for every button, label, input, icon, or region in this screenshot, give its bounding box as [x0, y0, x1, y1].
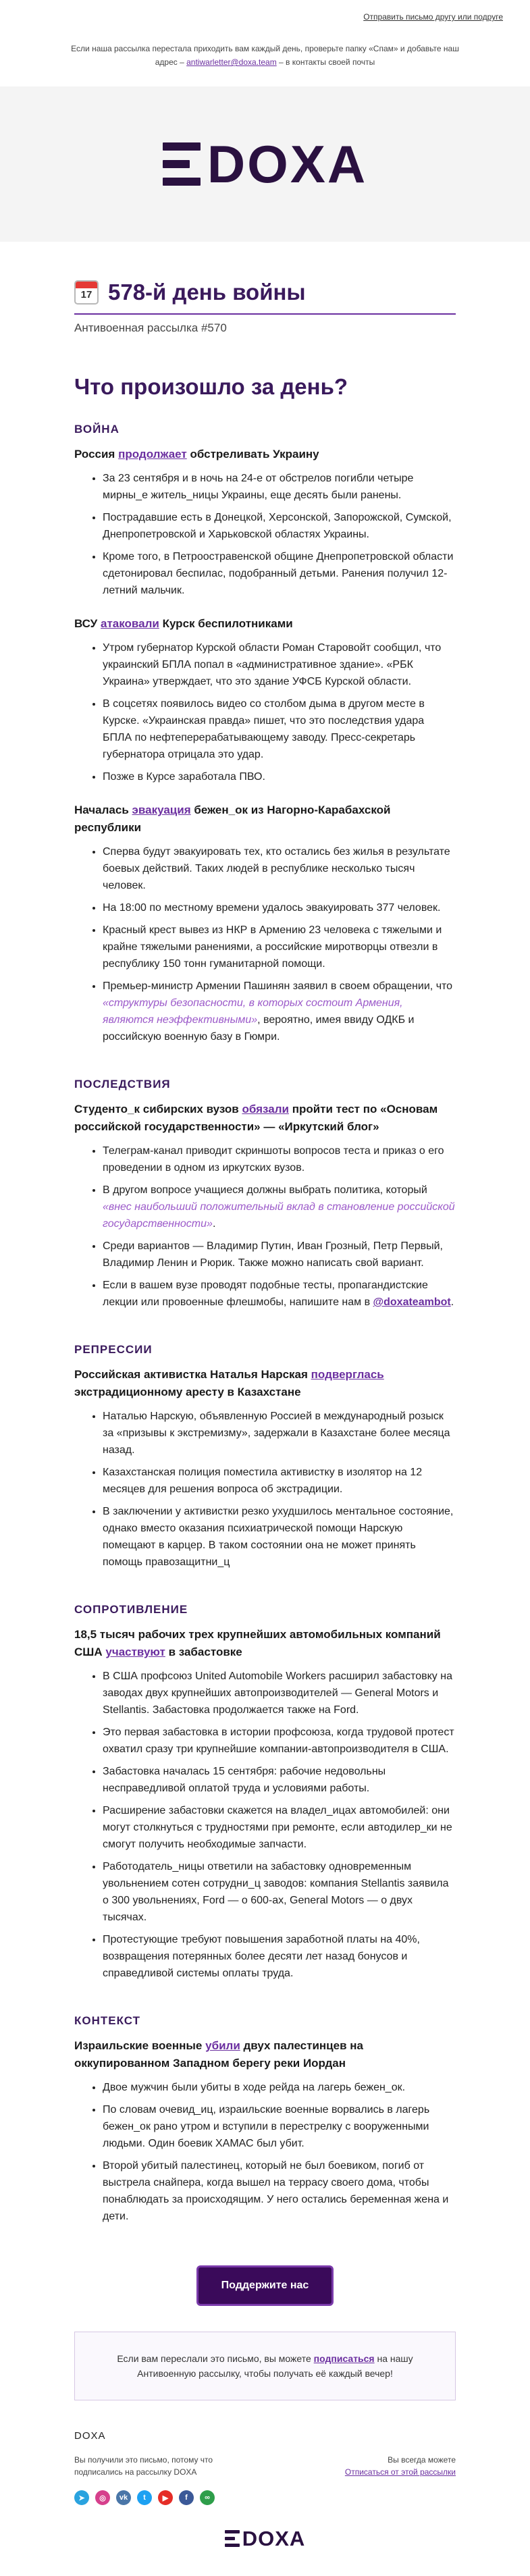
story-link[interactable]: продолжает [118, 448, 187, 461]
spam-note [0, 22, 530, 86]
story-link[interactable]: подверглась [311, 1368, 384, 1381]
story-bullets [74, 1668, 456, 1982]
list-item: • Казахстанская полиция поместила активистку в изолятор на 12 месяцев для решения вопроса об экстрадиции. [103, 1464, 456, 1498]
story [74, 2037, 456, 2225]
list-item: • Расширение забастовки скажется на владел_ицах автомобилей: они могут столкнуться с трудностями при ремонте, если автодилер_ки не смогут получить необходимые запчасти. [103, 1802, 456, 1853]
list-item: • В заключении у активистки резко ухудшилось ментальное состояние, однако вместо оказания психиатрической помощи Нарскую помещают в карцер. В таком состоянии она не может принять помощь правозащитни_ц [103, 1503, 456, 1571]
list-item: • Это первая забастовка в истории профсоюза, когда трудовой протест охватил сразу три крупнейшие компании-автопроизводителя в США. [103, 1724, 456, 1758]
footer-right: Вы всегда можете Отписаться от этой рассылки [344, 2455, 456, 2477]
subscribe-link[interactable]: подписаться [313, 2353, 375, 2364]
footer-brand: DOXA [74, 2430, 106, 2442]
list-item: • Кроме того, в Петроостравенской общине Днепропетровской области сдетонировал беспилас, подобранный детьми. Ранения получил 12-летний мальчик. [103, 548, 456, 599]
issue-subtitle: Антивоенная рассылка #570 [74, 321, 227, 334]
list-item: • Работодатель_ницы ответили на забастовку одновременным увольнением сотен сотрудни_ц заводов: компания Stellantis заявила о 300 увольнениях, Ford — о 600-ах, General Motors — о двух тысячах. [103, 1858, 456, 1926]
list-item: • На 18:00 по местному времени удалось эвакуировать 377 человек. [103, 899, 456, 916]
footer-logo-text: DOXA [242, 2527, 306, 2550]
section-war [74, 423, 456, 1045]
list-item: • Двое мужчин были убиты в ходе рейда на лагерь бежен_ок. [103, 2079, 456, 2096]
story [74, 1366, 456, 1571]
section-consequences [74, 1078, 456, 1311]
footer-reason: Вы получили это письмо, потому что подписались на рассылку DOXA [74, 2455, 213, 2477]
story-bullets [74, 843, 456, 1045]
list-item: • Сперва будут эвакуировать тех, кто остались без жилья в результате боевых действий. Таких людей в республике несколько тысяч человек. [103, 843, 456, 894]
list-item: • Протестующие требуют повышения заработной платы на 40%, возвращения потерянных более десяти лет назад бонусов и справедливой системы оплаты труда. [103, 1931, 456, 1982]
story [74, 1626, 456, 1982]
contact-email-link[interactable]: antiwarletter@doxa.team [186, 57, 277, 67]
list-item: • Утром губернатор Курской области Роман Старовойт сообщил, что украинский БПЛА попал в «административное здание». «РБК Украина» утверждает, что это здание УФСБ Курской области. [103, 639, 456, 690]
story [74, 615, 456, 785]
footer [74, 2430, 456, 2576]
story-link[interactable]: эвакуация [132, 804, 191, 816]
doxa-logo[interactable] [163, 134, 368, 194]
list-item: • В другом вопросе учащиеся должны выбрать политика, который «внес наибольший положительный вклад в становление российской государственности». [103, 1182, 456, 1232]
link-icon[interactable]: ∞ [200, 2490, 215, 2505]
list-item: • Пострадавшие есть в Донецкой, Херсонской, Запорожской, Сумской, Днепропетровской и Харьковской областях Украины. [103, 509, 456, 543]
story-bullets [74, 2079, 456, 2225]
story-bullets [74, 1408, 456, 1571]
story [74, 446, 456, 599]
story-link[interactable]: участвуют [105, 1646, 165, 1658]
facebook-icon[interactable]: f [179, 2490, 194, 2505]
list-item: • По словам очевид_иц, израильские военные ворвались в лагерь бежен_ок рано утром и вступили в перестрелку с вооруженными людьми. Один боевик ХАМАС был убит. [103, 2101, 456, 2152]
story-link[interactable]: атаковали [101, 617, 159, 630]
spam-note-tail: – в контакты своей почты [279, 57, 375, 67]
list-item: • Телеграм-канал приводит скриншоты вопросов теста и приказ о его проведении в одном из иркутских вузов. [103, 1142, 456, 1176]
doxa-logo-text: DOXA [207, 134, 368, 194]
section-label: СОПРОТИВЛЕНИЕ [74, 1603, 188, 1616]
story-title: Российская активистка Наталья Нарская подверглась экстрадиционному аресту в Казахстане [74, 1368, 384, 1398]
list-item: • Среди вариантов — Владимир Путин, Иван Грозный, Петр Первый, Владимир Ленин и Рюрик. Также можно написать свой вариант. [103, 1238, 456, 1271]
issue-title: 578-й день войны [108, 280, 306, 305]
instagram-icon[interactable]: ◎ [95, 2490, 110, 2505]
footer-logo[interactable] [74, 2528, 456, 2549]
telegram-icon[interactable]: ➤ [74, 2490, 89, 2505]
story-link[interactable]: обязали [242, 1103, 289, 1115]
twitter-icon[interactable]: t [137, 2490, 152, 2505]
section-label: ПОСЛЕДСТВИЯ [74, 1078, 171, 1090]
issue-header [74, 242, 456, 335]
quote-text: «структуры безопасности, в которых состоит Армения, являются неэффективными» [103, 997, 403, 1026]
section-repressions [74, 1343, 456, 1571]
forward-to-friend-link[interactable]: Отправить письмо другу или подруге [363, 12, 503, 22]
list-item: • Красный крест вывез из НКР в Армению 23 человека с тяжелыми и крайне тяжелыми ранениями, а российские миротворцы отвезли в республику 150 тонн гуманитарной помощи. [103, 922, 456, 972]
list-item: • Премьер-министр Армении Пашинян заявил в своем обращении, что «структуры безопасности, в которых состоит Армения, являются неэффективными», вероятно, имея ввиду ОДКБ и российскую военную базу в Гюмри. [103, 978, 456, 1045]
main-heading: Что произошло за день? [74, 374, 348, 399]
story-bullets [74, 639, 456, 785]
support-us-button[interactable]: Поддержите нас [196, 2265, 334, 2306]
issue-title-row [74, 280, 456, 305]
doxa-logo-mark-icon [163, 142, 201, 186]
story-title: Студенто_к сибирских вузов обязали пройти тест по «Основам российской государственности» — «Иркутский блог» [74, 1103, 438, 1133]
section-label: ВОЙНА [74, 423, 120, 436]
youtube-icon[interactable]: ▶ [158, 2490, 173, 2505]
list-item: • В США профсоюз United Automobile Workers расширил забастовку на заводах двух крупнейших автопроизводителей — General Motors и Stellantis. Забастовка продолжается также на Ford. [103, 1668, 456, 1718]
story-bullets [74, 1142, 456, 1311]
section-context [74, 2014, 456, 2225]
story-title: Россия продолжает обстреливать Украину [74, 448, 319, 461]
list-item: • Наталью Нарскую, объявленную Россией в международный розыск за «призывы к экстремизму», задержали в Казахстане более месяца назад. [103, 1408, 456, 1458]
list-item: • За 23 сентября и в ночь на 24-е от обстрелов погибли четыре мирны_е житель_ницы Украины, еще десять были ранены. [103, 470, 456, 504]
calendar-icon: 17 [74, 280, 99, 305]
unsubscribe-link[interactable]: Отписаться от этой рассылки [344, 2467, 456, 2477]
section-resistance [74, 1603, 456, 1982]
story-title: ВСУ атаковали Курск беспилотниками [74, 617, 293, 630]
top-bar [0, 0, 530, 22]
doxa-logo-mark-icon [225, 2530, 240, 2548]
list-item: • В соцсетях появилось видео со столбом дыма в другом месте в Курске. «Украинская правда» пишет, что это последствия удара БПЛА по нефтеперерабатывающему заводу. Пресс-секретарь губернатора отрицала это удар. [103, 695, 456, 763]
vk-icon[interactable]: vk [116, 2490, 131, 2505]
story-bullets [74, 470, 456, 599]
forward-box: Если вам переслали это письмо, вы можете подписаться на нашу Антивоенную рассылку, чтобы получать её каждый вечер! [74, 2332, 456, 2400]
doxateambot-link[interactable]: @doxateambot [373, 1296, 451, 1308]
content [0, 242, 530, 2576]
story-title: Началась эвакуация бежен_ок из Нагорно-Карабахской республики [74, 804, 391, 834]
footer-row [74, 2454, 456, 2478]
list-item: • Позже в Курсе заработала ПВО. [103, 768, 456, 785]
story [74, 1101, 456, 1311]
story-link[interactable]: убили [205, 2039, 240, 2052]
story [74, 801, 456, 1045]
cta-wrap [74, 2257, 456, 2332]
quote-text: «внес наибольший положительный вклад в становление российской государственности» [103, 1201, 455, 1230]
spam-note-text: Если наша рассылка перестала приходить вам каждый день, проверьте папку «Спам» и добавьте наш адрес – [71, 44, 459, 67]
issue-divider [74, 313, 456, 315]
list-item: • Второй убитый палестинец, который не был боевиком, погиб от выстрела снайпера, когда вышел на террасу своего дома, чтобы понаблюдать за происходящим. У него остались беременная жена и дети. [103, 2157, 456, 2225]
list-item: • Забастовка началась 15 сентября: рабочие недовольны несправедливой оплатой труда и условиями работы. [103, 1763, 456, 1797]
section-label: КОНТЕКСТ [74, 2014, 140, 2027]
list-item: • Если в вашем вузе проводят подобные тесты, пропагандистские лекции или провоенные флешмобы, напишите нам в @doxateambot. [103, 1277, 456, 1311]
story-title: Израильские военные убили двух палестинцев на оккупированном Западном берегу реки Иордан [74, 2039, 363, 2070]
logo-band [0, 86, 530, 242]
story-title: 18,5 тысяч рабочих трех крупнейших автомобильных компаний США участвуют в забастовке [74, 1628, 441, 1658]
section-label: РЕПРЕССИИ [74, 1343, 153, 1356]
